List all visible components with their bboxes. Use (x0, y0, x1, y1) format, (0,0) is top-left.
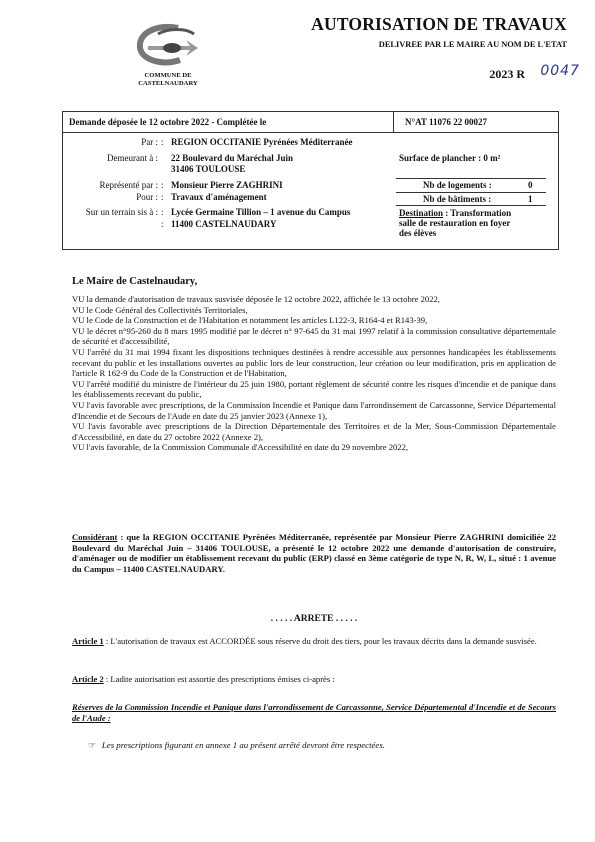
logements-label: Nb de logements : (423, 180, 492, 190)
colon-mark: : (161, 180, 164, 190)
table-divider (396, 192, 546, 193)
request-info-table (62, 111, 559, 250)
considerant-label: Considérant (72, 532, 118, 542)
article-1 (72, 636, 556, 647)
document-title: AUTORISATION DE TRAVAUX (311, 14, 567, 34)
document-number-printed: 2023 R (489, 67, 525, 81)
considerant-text: : que la REGION OCCITANIE Pyrénées Méditerranée, représentée par Monsieur Pierre ZAGHRINI domiciliée 22 Boulevard du Maréchal Juin – 31406 TOULOUSE, a présenté le 12 octobre 2022 une demande d'autorisation de construire, d'aménager ou de modifier un établissement recevant du public (ERP) classé en 3ème catégorie de type N, R, W, L, situé : 1 avenue du Campus – 11400 CASTELNAUDARY. (72, 532, 556, 574)
vu-item: VU le Code Général des Collectivités Territoriales, (72, 304, 248, 315)
table-divider (396, 205, 546, 206)
table-divider (393, 112, 394, 132)
article-1-label: Article 1 (72, 636, 104, 646)
vu-item: VU la demande d'autorisation de travaux susvisée déposée le 12 octobre 2022, affichée le 13 octobre 2022, (72, 294, 440, 304)
document-subtitle: DELIVREE PAR LE MAIRE AU NOM DE L'ETAT (378, 40, 567, 49)
value-terrain2: 11400 CASTELNAUDARY (171, 219, 277, 229)
vu-item: VU l'avis favorable avec prescriptions, de la Commission Incendie et Panique dans l'arrondissement de Carcassonne, Service Départemental d'Incendie et de Secours de l'Aude en date du 25 janvier 2023 (Annexe 1), (72, 399, 556, 421)
article-2-label: Article 2 (72, 674, 104, 684)
castelnaudary-logo (128, 22, 208, 72)
logements-value: 0 (528, 180, 533, 190)
value-adresse2: 31406 TOULOUSE (171, 164, 246, 174)
destination (399, 208, 511, 219)
destination-line3: des élèves (399, 228, 437, 238)
vu-item: VU le Code de la Construction et de l'Habitation et notamment les articles L122-3, R164-4 et R143-39, (72, 315, 428, 326)
destination-text: : Transformation (443, 208, 512, 218)
label-terrain: Sur un terrain sis à : (85, 207, 158, 217)
value-represente: Monsieur Pierre ZAGHRINI (171, 180, 283, 190)
vu-item: VU l'avis favorable avec prescriptions de la Direction Départementale des Territoires et de la Mer, Sous-Commission Départementale d'Accessibilité, en date du 27 octobre 2022 (Annexe 2), (72, 421, 556, 442)
vu-item: VU le décret n°95-260 du 8 mars 1995 modifié par le décret n° 97-645 du 31 mai 1997 relatif à la commission consultative départementale de sécurité et d'accessibilité, (72, 325, 556, 347)
article-2 (72, 674, 556, 685)
reference-number: N°AT 11076 22 00027 (405, 117, 488, 127)
table-divider (396, 178, 546, 179)
label-pour: Pour : (136, 192, 158, 202)
pointing-hand-icon: ☞ (88, 741, 96, 751)
value-par: REGION OCCITANIE Pyrénées Méditerranée (171, 137, 353, 147)
table-divider (63, 132, 558, 133)
article-1-text: : L'autorisation de travaux est ACCORDÉE sous réserve du droit des tiers, pour les travaux décrits dans la demande susvisée. (103, 636, 537, 646)
batiments-label: Nb de bâtiments : (423, 194, 492, 204)
document-number-handwritten: 0047 (540, 63, 580, 79)
colon-mark: : (161, 219, 164, 229)
label-represente: Représenté par : (99, 180, 158, 190)
document-number (489, 63, 580, 82)
commune-line1: COMMUNE DE (144, 72, 192, 79)
prescription-text: Les prescriptions figurant en annexe 1 au présent arrêté devront être respectées. (101, 740, 385, 750)
commune-line2: CASTELNAUDARY (138, 80, 198, 87)
batiments-value: 1 (528, 194, 533, 204)
prescription-bullet (88, 740, 385, 751)
value-pour: Travaux d'aménagement (171, 192, 267, 202)
vu-item: VU l'avis favorable, de la Commission Communale d'Accessibilité en date du 29 novembre 2022, (72, 442, 409, 453)
colon-mark: : (161, 137, 164, 147)
vu-item: VU l'arrêté du 31 mai 1994 fixant les dispositions techniques destinées à rendre accessible aux personnes handicapées les établissements recevant du public et les installations ouvertes au public lors de leur construction, leur création ou leur modification, pris en application de l'article R 162-9 du Code de la Construction et de l'Habitation, (72, 346, 556, 379)
label-par: Par : (141, 137, 158, 147)
colon-mark: : (161, 192, 164, 202)
reserves-heading: Réserves de la Commission Incendie et Panique dans l'arrondissement de Carcassonne, Service Départemental d'Incendie et de Secours de l'Aude : (72, 702, 556, 723)
colon-mark: : (161, 207, 164, 217)
destination-label: Destination (399, 208, 444, 218)
surface-plancher: Surface de plancher : 0 m² (399, 153, 501, 163)
considerant-paragraph (72, 532, 556, 574)
commune-name (118, 72, 218, 88)
vu-item: VU l'arrêté modifié du ministre de l'intérieur du 25 juin 1980, portant règlement de sécurité contre les risques d'incendie et de panique dans les établissements recevant du public, (72, 378, 556, 400)
label-demeurant: Demeurant à : (107, 153, 158, 163)
vu-list (72, 294, 556, 453)
value-adresse1: 22 Boulevard du Maréchal Juin (171, 153, 294, 163)
mayor-heading: Le Maire de Castelnaudary, (72, 276, 198, 287)
article-2-text: : Ladite autorisation est assortie des prescriptions émises ci-après : (103, 674, 335, 684)
destination-line2: salle de restauration en foyer (399, 218, 511, 228)
request-date: Demande déposée le 12 octobre 2022 - Complétée le (69, 117, 267, 127)
arrete-heading: . . . . . ARRETE . . . . . (270, 614, 358, 624)
value-terrain1: Lycée Germaine Tillion – 1 avenue du Campus (171, 207, 351, 217)
